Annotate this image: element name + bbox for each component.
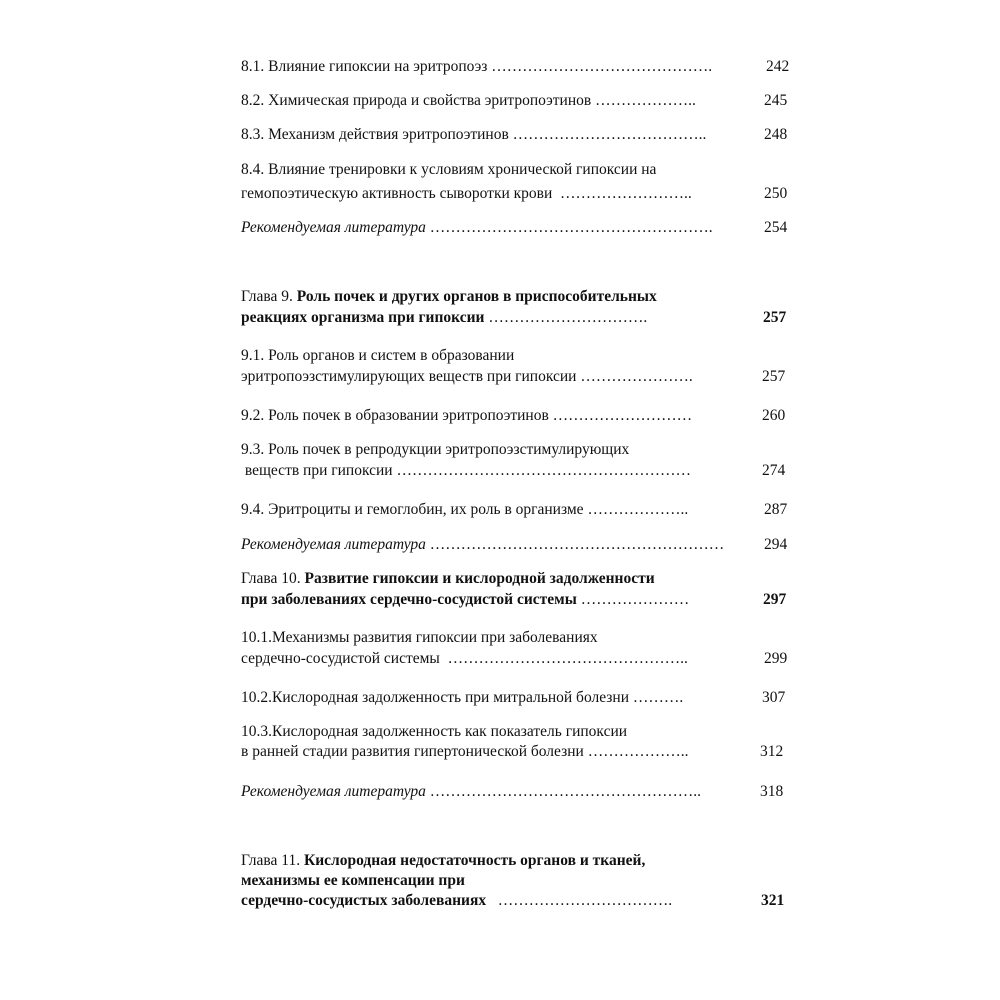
toc-entry-8-3 bbox=[241, 125, 706, 145]
toc-entry-10-3 bbox=[241, 742, 688, 762]
leader-dots: …………………………………………….. bbox=[425, 783, 701, 800]
entry-title: гемопоэтическую активность сыворотки крови bbox=[241, 185, 553, 202]
leader-dots: …………………….. bbox=[552, 185, 692, 202]
leader-dots: ……………………………….. bbox=[508, 126, 707, 143]
chapter-title-line1: Кислородная недостаточность органов и тканей, bbox=[303, 852, 646, 869]
chapter-title-line1: Развитие гипоксии и кислородной задолженности bbox=[304, 570, 655, 587]
leader-dots: ………………………………………………… bbox=[392, 462, 691, 479]
page-number: 307 bbox=[762, 689, 786, 706]
chapter-label: Глава 9. bbox=[241, 288, 293, 305]
entry-title: Рекомендуемая литература bbox=[241, 783, 426, 800]
entry-title: 10.2.Кислородная задолженность при митральной болезни bbox=[241, 689, 630, 706]
leader-dots: ……………….. bbox=[583, 743, 689, 760]
page-number: 294 bbox=[764, 536, 788, 553]
entry-title: 8.1. Влияние гипоксии на эритропоэз bbox=[241, 58, 488, 75]
page-number: 254 bbox=[764, 219, 788, 236]
toc-entry-9-3-line1: 9.3. Роль почек в репродукции эритропоэзстимулирующих bbox=[241, 441, 630, 458]
toc-entry-literature bbox=[241, 218, 713, 238]
entry-title: в ранней стадии развития гипертонической болезни bbox=[241, 743, 584, 760]
page-number: 312 bbox=[760, 743, 784, 760]
page-number: 297 bbox=[763, 591, 787, 608]
toc-entry-9-1 bbox=[241, 367, 693, 387]
leader-dots: ………………… bbox=[576, 591, 690, 608]
entry-title: сердечно-сосудистой системы bbox=[241, 650, 440, 667]
toc-entry-literature bbox=[241, 782, 701, 802]
chapter-11-heading-line1 bbox=[241, 851, 645, 871]
entry-title: 8.3. Механизм действия эритропоэтинов bbox=[241, 126, 509, 143]
toc-entry-10-3-line1: 10.3.Кислородная задолженность как показатель гипоксии bbox=[241, 723, 628, 740]
page-number: 318 bbox=[760, 783, 784, 800]
toc-entry-10-1 bbox=[241, 649, 688, 669]
page-number: 242 bbox=[766, 58, 790, 75]
leader-dots: ……………………… bbox=[548, 407, 693, 424]
chapter-title: реакциях организма при гипоксии bbox=[241, 309, 485, 326]
toc-entry-9-2 bbox=[241, 406, 692, 426]
entry-title: 8.2. Химическая природа и свойства эритропоэтинов bbox=[241, 92, 592, 109]
toc-entry-8-4-line1: 8.4. Влияние тренировки к условиям хронической гипоксии на bbox=[241, 161, 657, 178]
chapter-title: при заболеваниях сердечно-сосудистой системы bbox=[241, 591, 577, 608]
toc-entry-8-1 bbox=[241, 57, 712, 77]
page-number: 245 bbox=[764, 92, 788, 109]
entry-title: 9.4. Эритроциты и гемоглобин, их роль в организме bbox=[241, 501, 584, 518]
toc-entry-9-1-line1: 9.1. Роль органов и систем в образовании bbox=[241, 347, 515, 364]
leader-dots: ………………………………………………. bbox=[425, 219, 713, 236]
page-number: 257 bbox=[763, 309, 787, 326]
toc-entry-8-2 bbox=[241, 91, 700, 111]
page-number: 321 bbox=[761, 892, 785, 909]
chapter-9-heading bbox=[241, 308, 647, 328]
chapter-title: сердечно-сосудистых заболеваниях bbox=[241, 892, 487, 909]
page-number: 250 bbox=[764, 185, 788, 202]
page-number: 257 bbox=[762, 368, 786, 385]
leader-dots: …………………. bbox=[576, 368, 693, 385]
leader-dots: ……………………………………. bbox=[487, 58, 713, 75]
chapter-10-heading-line1 bbox=[241, 569, 655, 589]
toc-entry-literature bbox=[241, 535, 724, 555]
leader-dots: ……………………………. bbox=[486, 892, 673, 909]
page-number: 260 bbox=[762, 407, 786, 424]
entry-title: Рекомендуемая литература bbox=[241, 219, 426, 236]
chapter-label: Глава 10. bbox=[241, 570, 301, 587]
toc-entry-9-4 bbox=[241, 500, 688, 520]
entry-title: эритропоэзстимулирующих веществ при гипоксии bbox=[241, 368, 577, 385]
toc-entry-9-3 bbox=[241, 461, 691, 481]
entry-title: веществ при гипоксии bbox=[241, 462, 393, 479]
leader-dots: ………………………………………………… bbox=[425, 536, 725, 553]
page-number: 274 bbox=[762, 462, 786, 479]
chapter-11-heading bbox=[241, 891, 672, 911]
page-number: 287 bbox=[764, 501, 788, 518]
page-number: 248 bbox=[764, 126, 788, 143]
leader-dots: ……………….. bbox=[583, 501, 689, 518]
chapter-11-heading-line2: механизмы ее компенсации при bbox=[241, 872, 465, 889]
chapter-9-heading-line1 bbox=[241, 287, 657, 307]
leader-dots: ………. bbox=[629, 689, 684, 706]
entry-title: Рекомендуемая литература bbox=[241, 536, 426, 553]
leader-dots: …………………………. bbox=[484, 309, 648, 326]
chapter-title-line1: Роль почек и других органов в приспособительных bbox=[296, 288, 657, 305]
toc-entry-10-2 bbox=[241, 688, 683, 708]
chapter-10-heading bbox=[241, 590, 689, 610]
toc-entry-8-4 bbox=[241, 184, 692, 204]
leader-dots: ……………….. bbox=[591, 92, 700, 109]
entry-title: 9.2. Роль почек в образовании эритропоэтинов bbox=[241, 407, 549, 424]
toc-entry-10-1-line1: 10.1.Механизмы развития гипоксии при заболеваниях bbox=[241, 629, 598, 646]
leader-dots: ……………………………………….. bbox=[439, 650, 688, 667]
chapter-label: Глава 11. bbox=[241, 852, 301, 869]
page-number: 299 bbox=[764, 650, 788, 667]
